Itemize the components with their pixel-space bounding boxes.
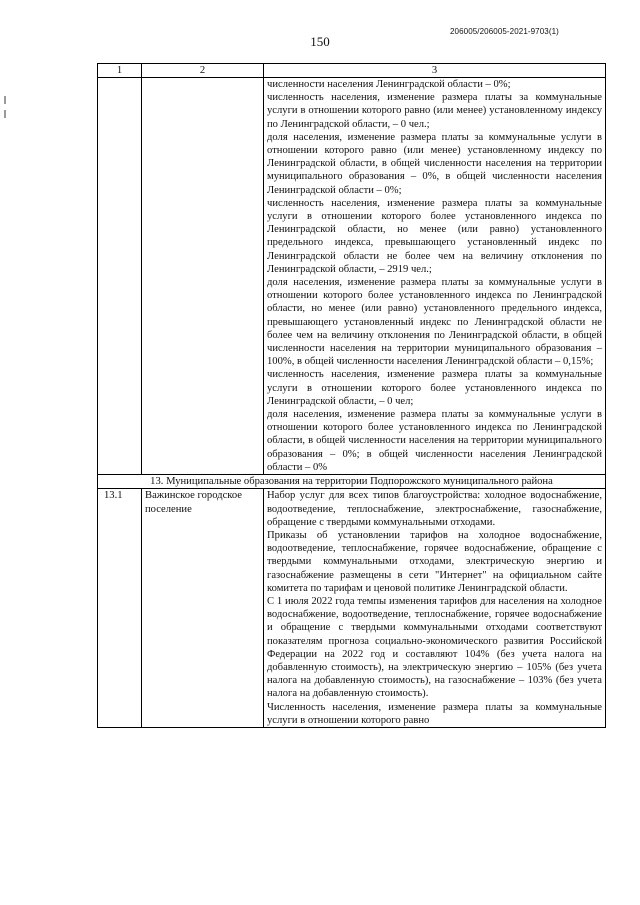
text-paragraph: доля населения, изменение размера платы за коммунальные услуги в отношении которого равно (или менее) установленному индексу по Ленинградской области, в общей численности населения на территории муниципального образования – 0%, в общей численности населения Ленинградской области – 0%; — [267, 131, 602, 196]
text-paragraph: С 1 июля 2022 года темпы изменения тарифов для населения на холодное водоснабжение, водоотведение, теплоснабжение, горячее водоснабжение и обращение с твердыми коммунальными отходами соответствуют показателям прогноза социально-экономического развития Российской Федерации на 2022 год и составляют 104% (без учета налога на добавленную стоимость), на электрическую энергию – 105% (без учета налога на добавленную стоимость), на газоснабжение – 103% (без учета налога на добавленную стоимость). — [267, 595, 602, 700]
continuation-name-cell — [142, 78, 264, 475]
text-paragraph: численность населения, изменение размера платы за коммунальные услуги в отношении которого равно (или менее) установленному индексу по Ленинградской области, – 0 чел.; — [267, 92, 602, 130]
page-number: 150 — [310, 34, 330, 49]
text-paragraph: доля населения, изменение размера платы за коммунальные услуги в отношении которого более установленного индекса по Ленинградской области, но менее (или равно) установленного предельного индекса, превышающего установленный индекс по Ленинградской области не более чем на величину отклонения по Ленинградской области, в общей численности населения на территории муниципального образования – 100%, в общей численности населения Ленинградской области – 0,15%; — [267, 277, 602, 368]
text-paragraph: численность населения, изменение размера платы за коммунальные услуги в отношении которого более установленного индекса по Ленинградской области, – 0 чел; — [267, 369, 602, 407]
text-paragraph: численность населения, изменение размера платы за коммунальные услуги в отношении которого более установленного индекса по Ленинградской области, но менее (или равно) установленного предельного индекса, превышающего установленный индекс по Ленинградской области не более чем на величину отклонения по Ленинградской области, – 2919 чел.; — [267, 197, 602, 275]
row-number: 13.1 — [98, 489, 142, 728]
continuation-number-cell — [98, 78, 142, 475]
continuation-text-cell — [264, 78, 606, 475]
text-paragraph: Приказы об установлении тарифов на холодное водоснабжение, водоотведение, теплоснабжение, горячее водоснабжение, обращение с твердыми коммунальными отходами, электрическую энергию и газоснабжение размещены в сети "Интернет" на официальном сайте комитета по тарифам и ценовой политике Ленинградской области. — [267, 529, 602, 594]
section-row — [98, 475, 606, 489]
column-header-3: 3 — [264, 64, 606, 78]
margin-mark — [4, 96, 6, 104]
table-row — [98, 489, 606, 728]
text-paragraph: численности населения Ленинградской области – 0%; — [267, 79, 511, 90]
municipality-name: Важинское городское поселение — [142, 489, 264, 728]
tariff-table — [97, 63, 606, 728]
text-paragraph: доля населения, изменение размера платы за коммунальные услуги в отношении которого более установленного индекса по Ленинградской области, в общей численности населения на территории муниципального образования – 0%; в общей численности населения Ленинградской области – 0% — [267, 409, 602, 473]
column-header-2: 2 — [142, 64, 264, 78]
column-header-1: 1 — [98, 64, 142, 78]
margin-mark — [4, 110, 6, 118]
text-paragraph: Численность населения, изменение размера платы за коммунальные услуги в отношении которого равно — [267, 701, 602, 726]
continuation-row — [98, 78, 606, 475]
section-title: 13. Муниципальные образования на территории Подпорожского муниципального района — [98, 475, 606, 489]
column-number-row — [98, 64, 606, 78]
document-code: 206005/206005-2021-9703(1) — [450, 27, 559, 36]
row-text-cell — [264, 489, 606, 728]
text-paragraph: Набор услуг для всех типов благоустройства: холодное водоснабжение, водоотведение, теплоснабжение, электроснабжение, газоснабжение, обращение с твердыми коммунальными отходами. — [267, 490, 602, 528]
